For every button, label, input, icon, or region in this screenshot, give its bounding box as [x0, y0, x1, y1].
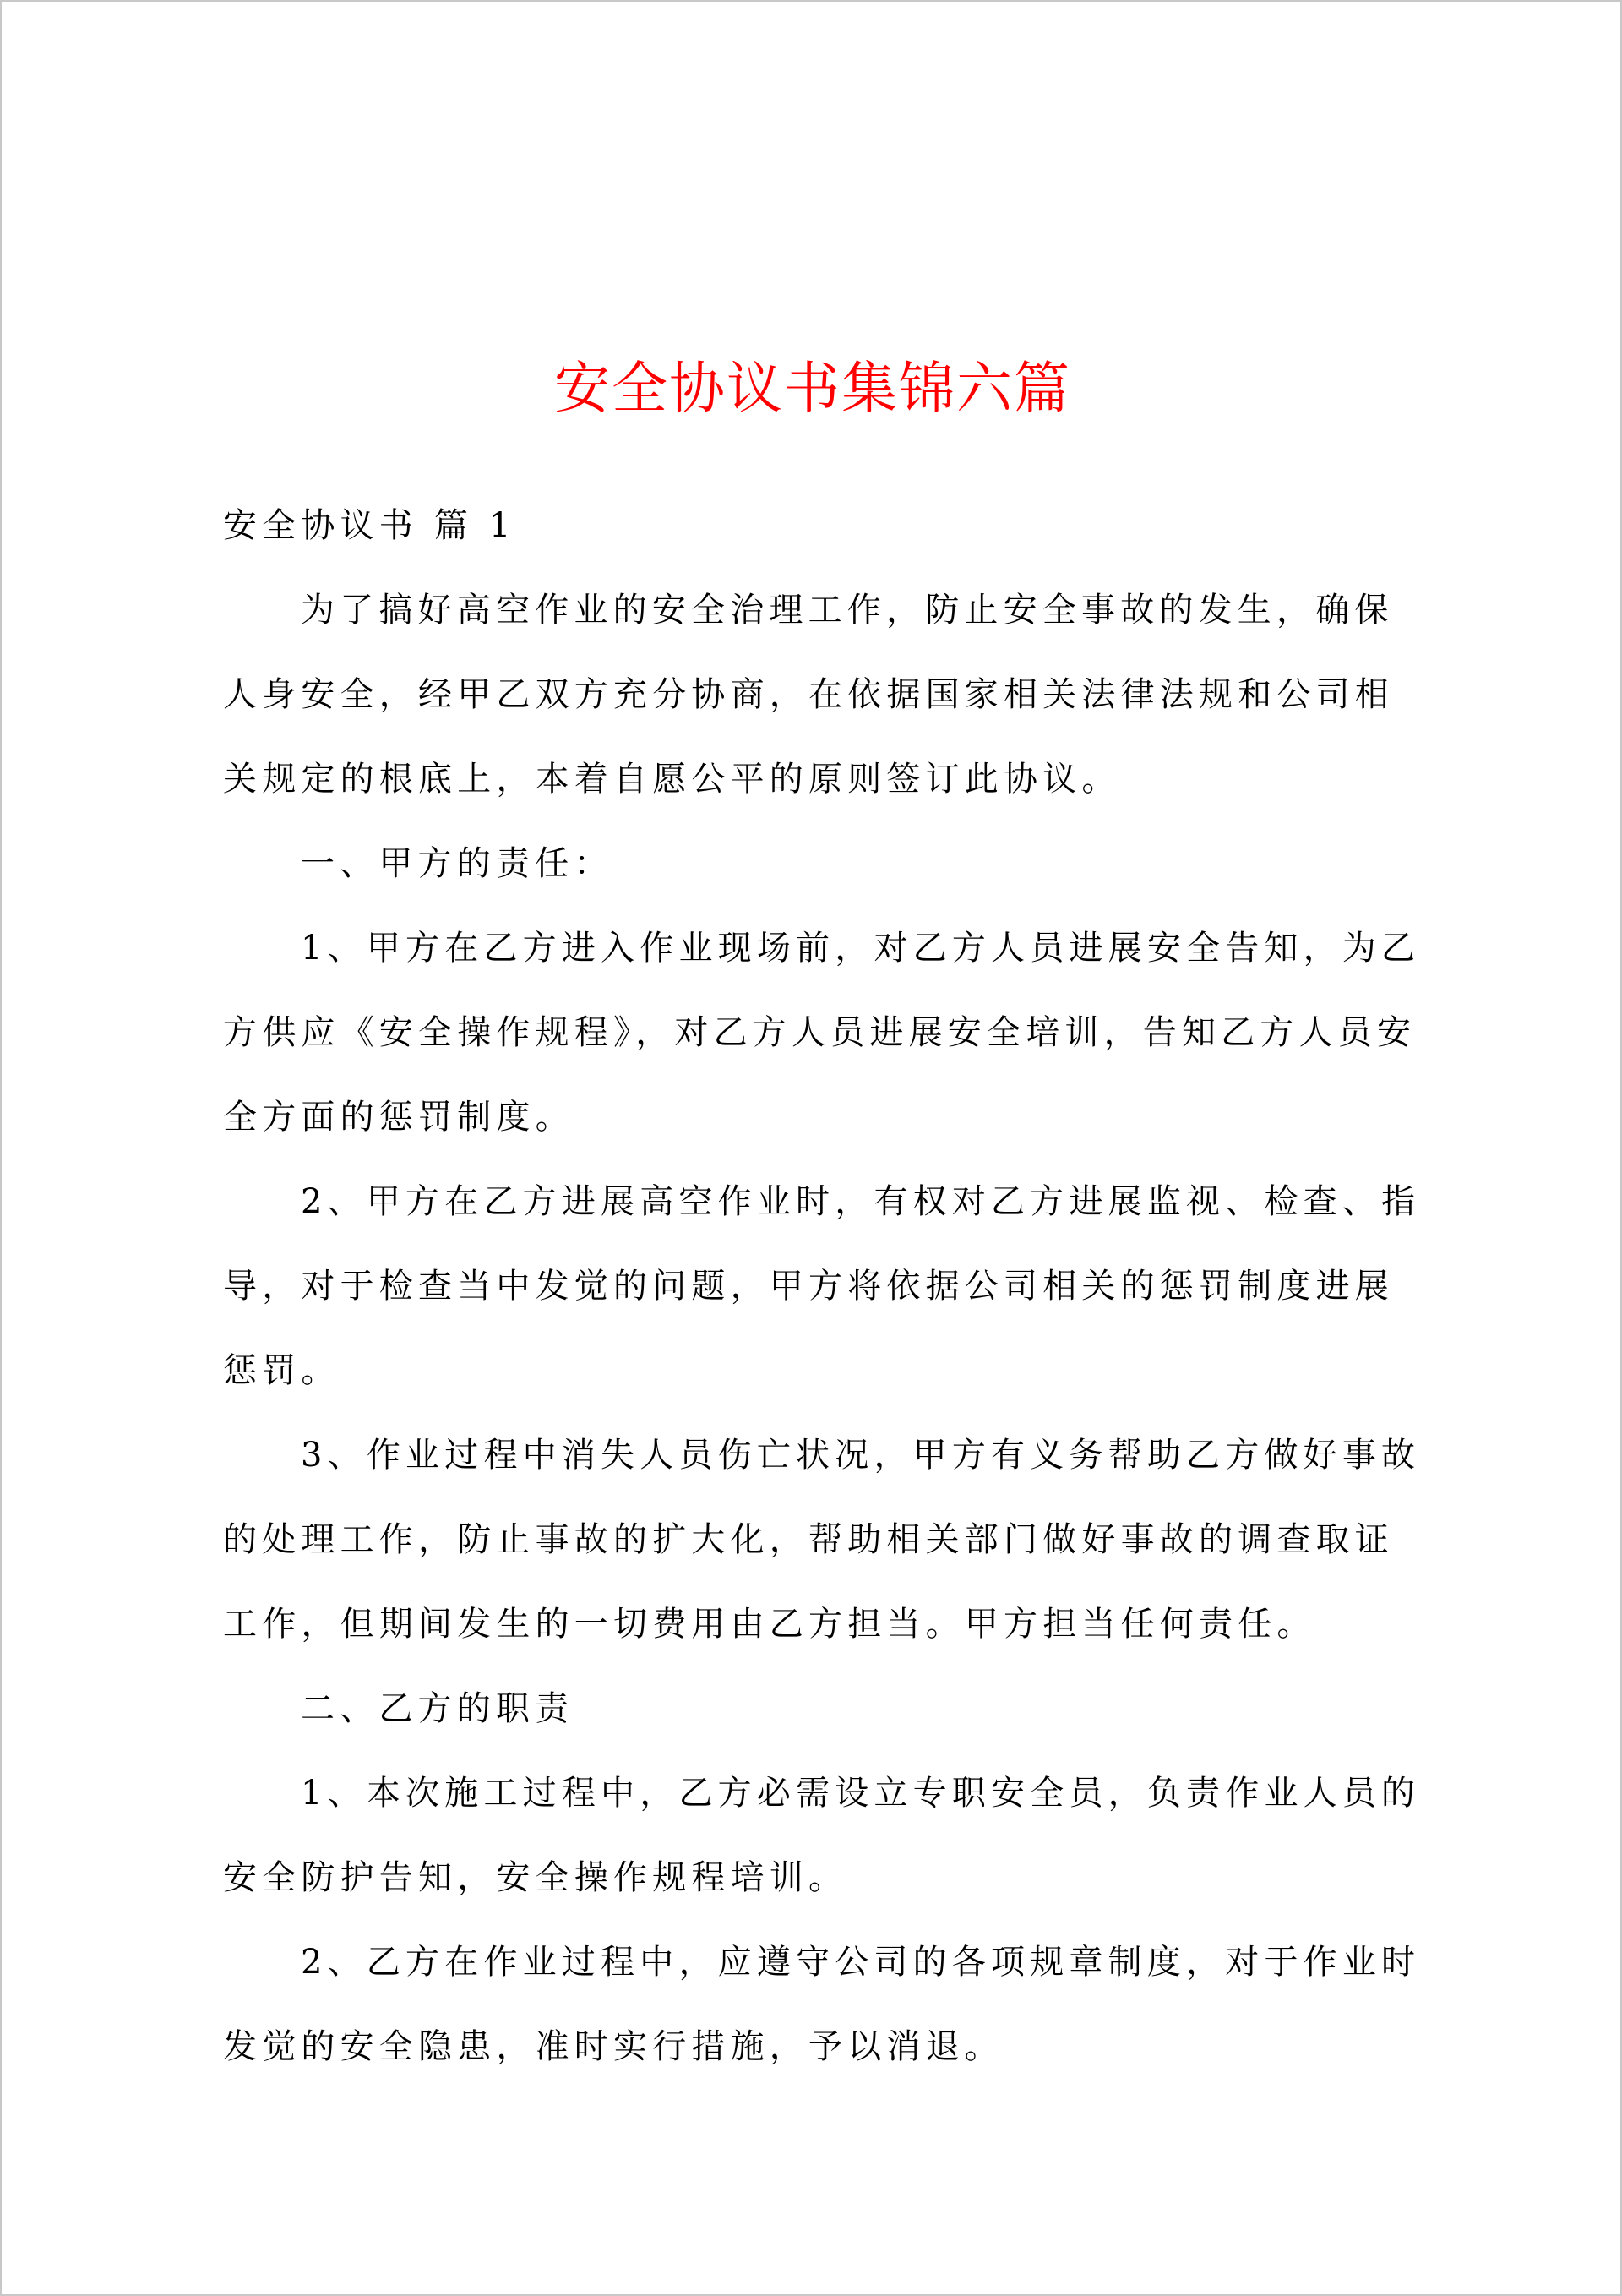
heading-party-b-duties: 二、乙方的职责: [301, 1689, 574, 1728]
paragraph-party-a-item-1: 1、甲方在乙方进入作业现场前，对乙方人员进展安全告知，为乙方供应《安全操作规程》，对乙方人员进展安全培训，告知乙方人员安全方面的惩罚制度。: [223, 929, 1421, 1137]
section-heading: 安全协议书 篇 1: [223, 506, 516, 545]
document-body: [223, 483, 1423, 2089]
paragraph-intro: 为了搞好高空作业的安全治理工作，防止安全事故的发生，确保人身安全，经甲乙双方充分协商，在依据国家相关法律法规和公司相关规定的根底上，本着自愿公平的原则签订此协议。: [223, 591, 1394, 799]
paragraph-party-b-item-2: 2、乙方在作业过程中，应遵守公司的各项规章制度，对于作业时发觉的安全隐患，准时实行措施，予以消退。: [223, 1943, 1421, 2066]
paragraph-party-a-item-3: 3、作业过程中消失人员伤亡状况，甲方有义务帮助乙方做好事故的处理工作，防止事故的扩大化，帮助相关部门做好事故的调查取证工作，但期间发生的一切费用由乙方担当。甲方担当任何责任。: [223, 1436, 1421, 1644]
paragraph-party-a-item-2: 2、甲方在乙方进展高空作业时，有权对乙方进展监视、检查、指导，对于检查当中发觉的问题，甲方将依据公司相关的惩罚制度进展惩罚。: [223, 1182, 1421, 1390]
heading-party-a-responsibilities: 一、甲方的责任：: [301, 844, 613, 883]
document-title: 安全协议书集锦六篇: [554, 356, 1071, 421]
paragraph-party-b-item-1: 1、本次施工过程中，乙方必需设立专职安全员，负责作业人员的安全防护告知，安全操作规程培训。: [223, 1774, 1421, 1897]
